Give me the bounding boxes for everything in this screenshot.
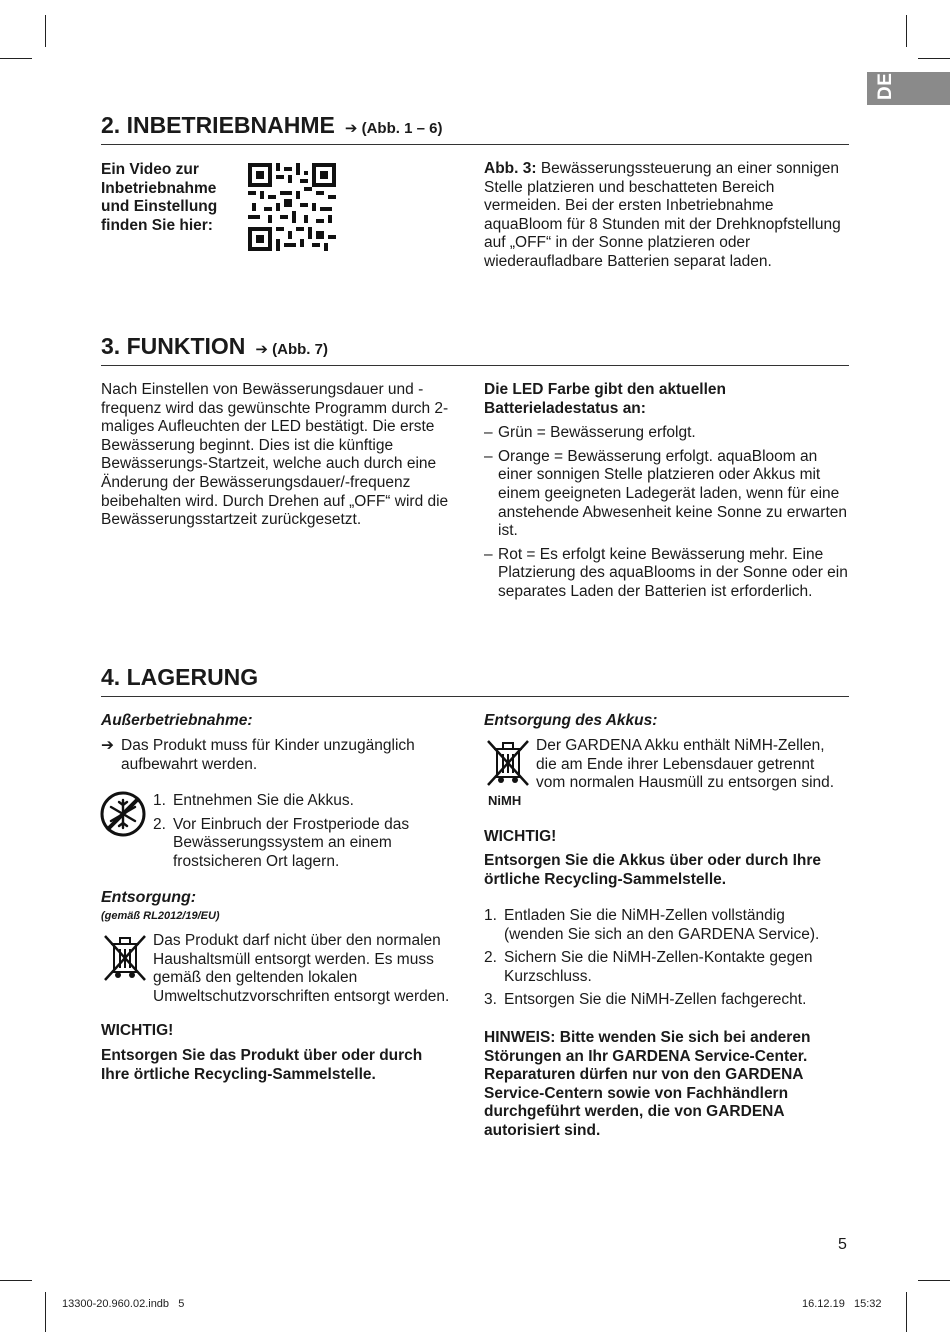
section-2-rule — [101, 144, 849, 145]
crop-mark — [45, 1292, 46, 1332]
battery-step-1: 1. Entladen Sie die NiMH-Zellen vollständig (wenden Sie sich an den GARDENA Service). — [484, 907, 820, 943]
section-2-title: 2. INBETRIEBNAHME — [101, 112, 335, 138]
battery-step-2: 2. Sichern Sie die NiMH-Zellen-Kontakte gegen Kurzschluss. — [484, 949, 813, 985]
section-4-heading — [101, 664, 258, 691]
decommission-heading: Außerbetriebnahme: — [101, 712, 253, 729]
frost-protection-icon — [99, 790, 147, 838]
crop-mark — [918, 58, 950, 59]
led-item-red: – Rot = Es erfolgt keine Bewässerung mehr. Eine Platzierung des aquaBlooms in der Sonne oder ein separates Laden der Batterien ist erforderlich. — [484, 545, 848, 600]
battery-steps — [484, 907, 844, 1010]
footer-datetime: 16.12.19 15:32 — [802, 1298, 882, 1310]
video-hint: Ein Video zur Inbetriebnahme und Einstellung finden Sie hier: — [101, 161, 218, 234]
abb3-text: Bewässerungssteuerung an einer sonnigen Stelle platzieren und beschatteten Bereich vermeiden. Bei der ersten Inbetriebnahme aquaBloom für 8 Stunden mit der Drehknopfstellung auf „OFF“ in der Sonne platzieren oder wiederaufladbare Batterien separat laden. — [484, 160, 841, 270]
decommission-step-2: 2. Vor Einbruch der Frostperiode das Bewässerungssystem an einem frostsicheren Ort lagern. — [153, 815, 410, 870]
decommission-steps — [153, 792, 433, 871]
section-4-rule — [101, 696, 849, 697]
function-paragraph: Nach Einstellen von Bewässerungsdauer und -frequenz wird das gewünschte Programm durch 2-maliges Aufleuchten der LED bestätigt. Die erste Bewässerung beginnt. Dies ist die künftige Bewässerungs-Startzeit, welche auch durch eine Änderung der Bewässerungsdauer/-frequenz beibehalten wird. Durch Drehen auf „OFF“ wird die Bewässerungsstartzeit zurückgesetzt. — [101, 381, 449, 529]
page-number: 5 — [838, 1236, 847, 1253]
crop-mark — [918, 1280, 950, 1281]
wichtig-right-label: WICHTIG! — [484, 828, 557, 845]
nimh-label: NiMH — [488, 793, 522, 808]
section-2-ref: (Abb. 1 – 6) — [361, 120, 443, 137]
battery-disposal-heading: Entsorgung des Akkus: — [484, 712, 658, 729]
led-heading: Die LED Farbe gibt den aktuellen Batterieladestatus an: — [484, 381, 727, 417]
crop-mark — [906, 15, 907, 47]
language-label: DE — [875, 72, 896, 100]
crop-mark — [45, 15, 46, 47]
battery-step-3: 3. Entsorgen Sie die NiMH-Zellen fachgerecht. — [484, 991, 807, 1009]
wichtig-left-text: Entsorgen Sie das Produkt über oder durch Ihre örtliche Recycling-Sammelstelle. — [101, 1047, 423, 1083]
decommission-arrow-note: ➔ Das Produkt muss für Kinder unzugänglich aufbewahrt werden. — [101, 737, 415, 773]
crop-mark — [0, 1280, 32, 1281]
led-item-green: – Grün = Bewässerung erfolgt. — [484, 424, 696, 442]
battery-text: Der GARDENA Akku enthält NiMH-Zellen, die am Ende ihrer Lebensdauer getrennt vom normalen Hausmüll zu entsorgen sind. — [536, 737, 835, 792]
abb3-paragraph — [484, 160, 852, 272]
footer-file: 13300-20.960.02.indb 5 — [62, 1298, 185, 1310]
disposal-text: Das Produkt darf nicht über den normalen Haushaltsmüll entsorgt werden. Es muss gemäß den geltenden lokalen Umweltschutzvorschriften entsorgt werden. — [153, 932, 450, 1005]
section-2-heading: 2. INBETRIEBNAHME ➔ (Abb. 1 – 6) — [101, 112, 443, 138]
language-tab — [867, 72, 950, 105]
crop-mark — [0, 58, 32, 59]
section-4-title: 4. LAGERUNG — [101, 664, 259, 690]
wichtig-right-text: Entsorgen Sie die Akkus über oder durch Ihre örtliche Recycling-Sammelstelle. — [484, 852, 822, 888]
led-status-block — [484, 381, 850, 607]
crossed-bin-icon — [101, 932, 149, 984]
qr-code[interactable] — [248, 163, 336, 251]
disposal-regulation: (gemäß RL2012/19/EU) — [101, 910, 220, 922]
section-3-title: 3. FUNKTION — [101, 333, 246, 359]
section-3-heading: 3. FUNKTION ➔ (Abb. 7) — [101, 333, 328, 359]
decommission-step-1: 1. Entnehmen Sie die Akkus. — [153, 792, 354, 809]
section-3-ref: (Abb. 7) — [272, 341, 328, 358]
abb3-label: Abb. 3: — [484, 160, 537, 177]
crop-mark — [906, 1292, 907, 1332]
section-3-rule — [101, 365, 849, 366]
wichtig-left-label: WICHTIG! — [101, 1022, 174, 1039]
crossed-bin-nimh-icon — [484, 737, 532, 789]
led-item-orange: – Orange = Bewässerung erfolgt. aquaBloom an einer sonnigen Stelle platzieren oder Akkus mit einem geeigneten Ladegerät laden, wenn für eine anstehende Abwesenheit keine Sonne zu erwarten ist. — [484, 447, 847, 540]
disposal-heading: Entsorgung: — [101, 889, 197, 906]
hinweis-note: HINWEIS: Bitte wenden Sie sich bei anderen Störungen an Ihr GARDENA Service-Center. Reparaturen dürfen nur von den GARDENA Service-Centern sowie von Fachhändlern durchgeführt werden, die von GARDENA autorisiert sind. — [484, 1029, 811, 1139]
